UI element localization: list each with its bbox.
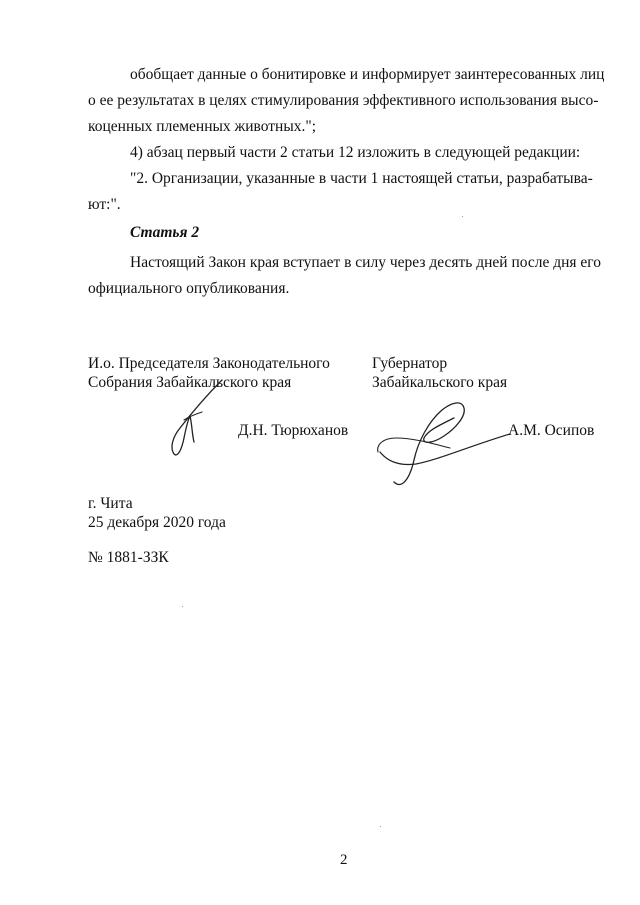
left-signatory-name: Д.Н. Тюрюханов <box>238 422 349 439</box>
scan-speck <box>380 826 381 827</box>
text-line: о ее результатах в целях стимулирования эффективного использования высо- <box>88 92 599 109</box>
left-title-line1: И.о. Председателя Законодательного <box>88 355 330 372</box>
right-title-line2: Забайкальского края <box>372 374 508 391</box>
page-number: 2 <box>340 852 348 868</box>
text-line: обобщает данные о бонитировке и информирует заинтересованных лиц <box>130 66 605 83</box>
paragraph-amendment <box>88 140 590 166</box>
text-line: "2. Организации, указанные в части 1 настоящей статьи, разрабатыва- <box>130 170 593 187</box>
right-handwritten-signature <box>374 394 514 498</box>
right-signatory-title <box>372 354 507 392</box>
text-line: коценных племенных животных."; <box>88 118 317 135</box>
paragraph-entry-into-force <box>88 250 602 302</box>
text-line: официального опубликования. <box>88 280 290 297</box>
place-and-date <box>88 494 226 532</box>
article-heading: Статья 2 <box>130 224 200 241</box>
right-signatory-name: А.М. Осипов <box>508 422 595 439</box>
right-title-line1: Губернатор <box>372 355 448 372</box>
signing-date: 25 декабря 2020 года <box>88 514 226 531</box>
scan-speck <box>462 216 463 217</box>
text-line: Настоящий Закон края вступает в силу через десять дней после дня его <box>130 254 602 271</box>
text-line: 4) абзац первый части 2 статьи 12 изложить в следующей редакции: <box>130 144 581 161</box>
left-handwritten-signature <box>160 376 230 460</box>
paragraph-quote <box>88 166 593 218</box>
scan-speck <box>182 606 183 607</box>
left-title-line2: Собрания Забайкальского края <box>88 374 292 391</box>
paragraph-bonitirovka <box>88 62 605 140</box>
law-number: № 1881-ЗЗК <box>88 549 169 566</box>
city: г. Чита <box>88 495 133 512</box>
text-line: ют:". <box>88 196 121 213</box>
